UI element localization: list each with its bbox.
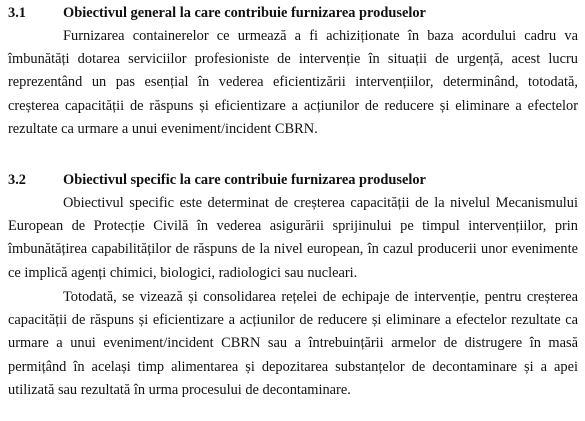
section-title: Obiectivul specific la care contribuie furnizarea produselor xyxy=(63,172,426,188)
section-heading-3-2 xyxy=(8,171,426,189)
section-heading-3-1 xyxy=(8,4,426,22)
section-paragraph: Totodată, se vizează și consolidarea rețelei de echipaje de intervenție, pentru creșterea capacității de răspuns și eficientizare a acțiunilor de reducere și eliminare a efectelor rezultate ca urmare a unui eveniment/incident CBRN sau a întrebuințării armelor de distrugere în masă permițând în același timp alimentarea și depozitarea substanțelor de decontaminare și a apei utilizată sau rezultată în urma procesului de decontaminare. xyxy=(8,289,578,398)
section-number: 3.2 xyxy=(8,172,26,188)
section-paragraph: Obiectivul specific este determinat de creșterea capacității de la nivelul Mecanismului European de Protecție Civilă în vederea asigurării sprijinului pe timpul intervențiilor, prin îmbunătățirea capabilităților de răspuns de la nivel european, în cazul producerii unor evenimente ce implică agenți chimici, biologici, radiologici sau nucleari. xyxy=(8,195,578,281)
section-paragraph: Furnizarea containerelor ce urmează a fi achiziționate în baza acordului cadru va îmbunătăți dotarea serviciilor profesioniste de intervenție în situații de urgență, acest lucru reprezentând un pas esențial în vederea eficientizării intervențiilor, determinând, totodată, creșterea capacității de răspuns și eficientizare a acțiunilor de reducere și eliminare a efectelor rezultate ca urmare a unui eveniment/incident CBRN. xyxy=(8,28,578,137)
section-number: 3.1 xyxy=(8,5,26,21)
section-title: Obiectivul general la care contribuie furnizarea produselor xyxy=(63,5,426,21)
